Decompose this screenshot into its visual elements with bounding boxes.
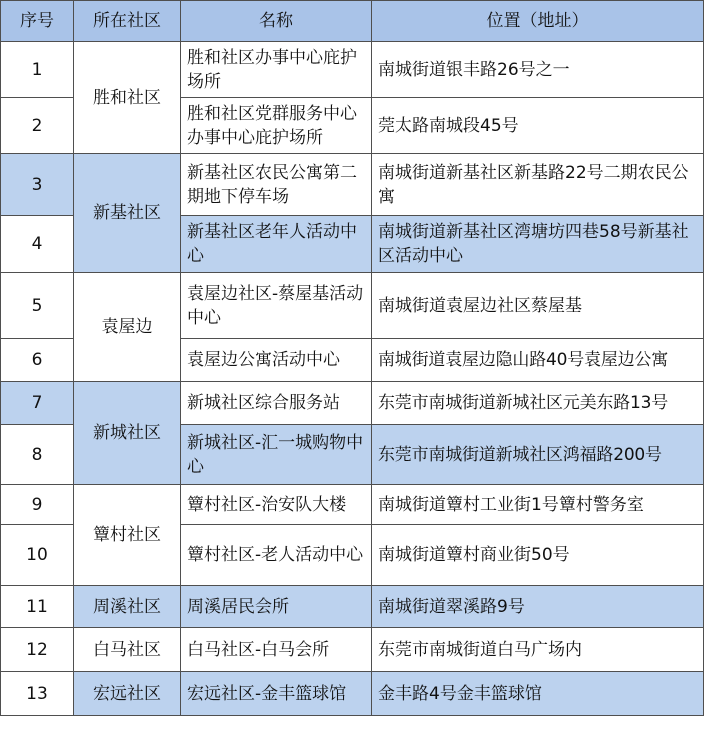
row-address: 南城街道袁屋边社区蔡屋基 [372, 273, 704, 339]
row-address: 南城街道簟村商业街50号 [372, 525, 704, 586]
header-index: 序号 [1, 1, 74, 42]
row-name: 周溪居民会所 [181, 586, 372, 628]
row-address: 南城街道簟村工业街1号簟村警务室 [372, 485, 704, 525]
row-index: 1 [1, 42, 74, 98]
table-row [1, 154, 704, 216]
row-index: 7 [1, 382, 74, 425]
row-community: 胜和社区 [74, 42, 181, 154]
row-address: 南城街道袁屋边隐山路40号袁屋边公寓 [372, 339, 704, 382]
row-index: 6 [1, 339, 74, 382]
row-address: 南城街道新基社区新基路22号二期农民公寓 [372, 154, 704, 216]
row-community: 新基社区 [74, 154, 181, 273]
row-community: 袁屋边 [74, 273, 181, 382]
row-name: 簟村社区-治安队大楼 [181, 485, 372, 525]
row-address: 东莞市南城街道新城社区鸿福路200号 [372, 425, 704, 485]
row-address: 东莞市南城街道白马广场内 [372, 628, 704, 672]
row-index: 2 [1, 98, 74, 154]
row-name: 宏远社区-金丰篮球馆 [181, 672, 372, 716]
row-community: 周溪社区 [74, 586, 181, 628]
row-address: 莞太路南城段45号 [372, 98, 704, 154]
table-row [1, 42, 704, 98]
row-address: 南城街道翠溪路9号 [372, 586, 704, 628]
row-index: 10 [1, 525, 74, 586]
row-index: 9 [1, 485, 74, 525]
table-row [1, 672, 704, 716]
row-name: 簟村社区-老人活动中心 [181, 525, 372, 586]
table-header-row [1, 1, 704, 42]
table-row [1, 628, 704, 672]
row-address: 南城街道银丰路26号之一 [372, 42, 704, 98]
row-name: 新城社区综合服务站 [181, 382, 372, 425]
row-address: 东莞市南城街道新城社区元美东路13号 [372, 382, 704, 425]
row-community: 新城社区 [74, 382, 181, 485]
row-community: 簟村社区 [74, 485, 181, 586]
row-index: 11 [1, 586, 74, 628]
table-row [1, 273, 704, 339]
row-community: 宏远社区 [74, 672, 181, 716]
table-row [1, 586, 704, 628]
row-index: 13 [1, 672, 74, 716]
row-index: 3 [1, 154, 74, 216]
header-community: 所在社区 [74, 1, 181, 42]
header-address: 位置（地址） [372, 1, 704, 42]
row-community: 白马社区 [74, 628, 181, 672]
row-name: 新基社区老年人活动中心 [181, 216, 372, 273]
row-name: 白马社区-白马会所 [181, 628, 372, 672]
row-name: 新基社区农民公寓第二期地下停车场 [181, 154, 372, 216]
row-index: 5 [1, 273, 74, 339]
row-address: 金丰路4号金丰篮球馆 [372, 672, 704, 716]
row-name: 新城社区-汇一城购物中心 [181, 425, 372, 485]
row-address: 南城街道新基社区湾塘坊四巷58号新基社区活动中心 [372, 216, 704, 273]
row-name: 胜和社区党群服务中心办事中心庇护场所 [181, 98, 372, 154]
table-row [1, 382, 704, 425]
row-index: 8 [1, 425, 74, 485]
row-index: 12 [1, 628, 74, 672]
table-row [1, 485, 704, 525]
header-name: 名称 [181, 1, 372, 42]
row-name: 胜和社区办事中心庇护场所 [181, 42, 372, 98]
row-index: 4 [1, 216, 74, 273]
row-name: 袁屋边公寓活动中心 [181, 339, 372, 382]
row-name: 袁屋边社区-蔡屋基活动中心 [181, 273, 372, 339]
